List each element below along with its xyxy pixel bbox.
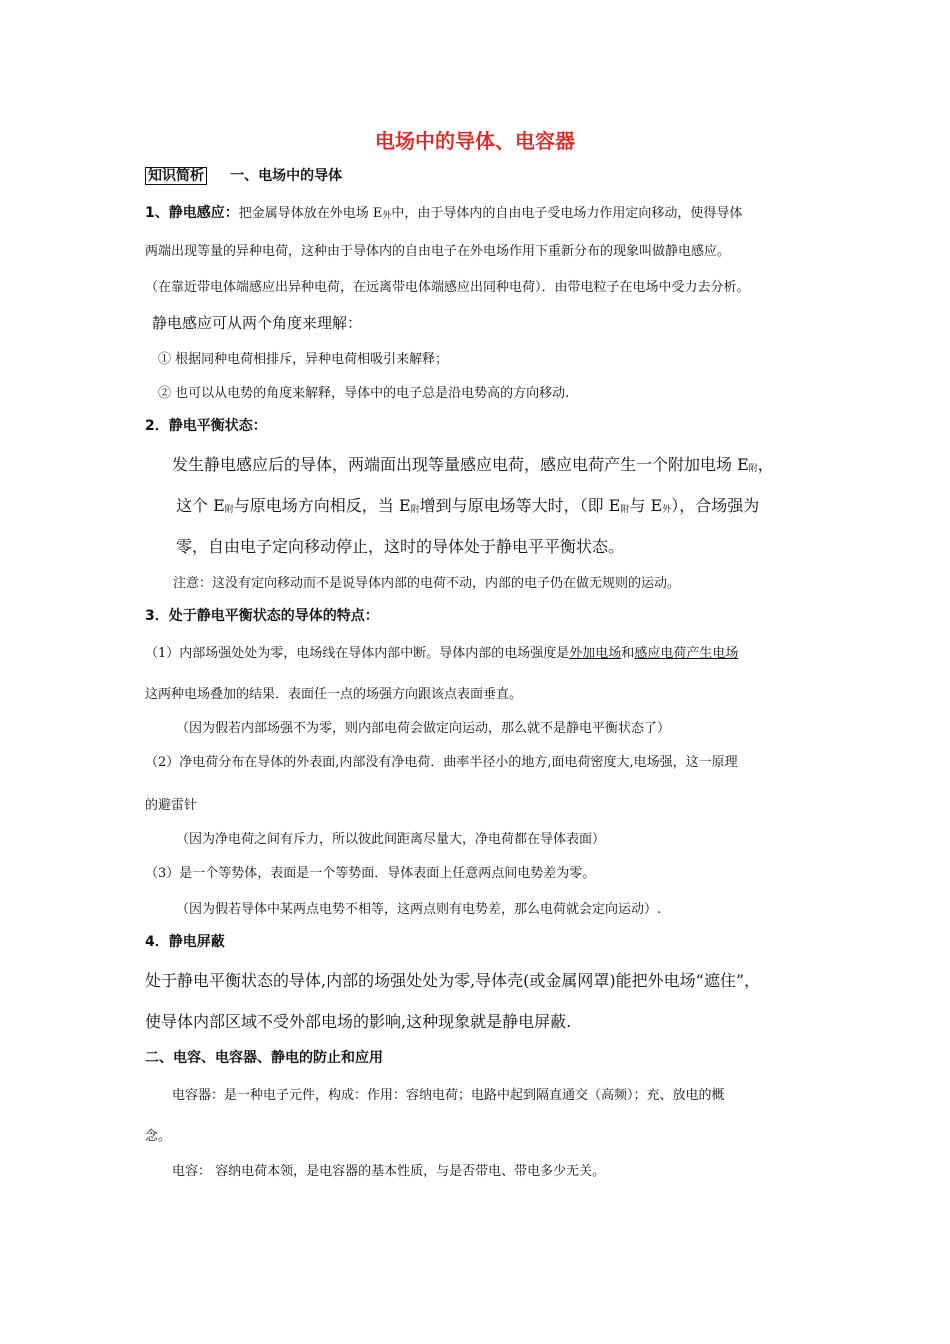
s3-p1-underline-1: 外加电场 <box>569 646 622 661</box>
s2-note: 注意：这没有定向移动而不是说导体内部的电荷不动，内部的电子仍在做无规则的运动。 <box>173 576 681 591</box>
s2-l2-sub1: 附 <box>224 505 234 515</box>
s3-p1-line-1 <box>145 642 738 661</box>
s5-line-3: 电容： 容纳电荷本领，是电容器的基本性质，与是否带电、带电多少无关。 <box>172 1164 606 1179</box>
s3-heading: 3．处于静电平衡状态的导体的特点： <box>145 608 379 624</box>
s3-p1-a: （1）内部场强处处为零，电场线在导体内部中断。导体内部的电场强度是 <box>145 646 570 661</box>
s3-p3-note: （因为假若导体中某两点电势不相等，这两点则有电势差，那么电荷就会定向运动）. <box>176 902 662 917</box>
knowledge-box-label: 知识简析 <box>145 167 207 185</box>
s1-line-4: 静电感应可从两个角度来理解： <box>152 314 363 332</box>
page-title: 电场中的导体、电容器 <box>375 129 575 153</box>
s3-p1-line-2: 这两种电场叠加的结果．表面任一点的场强方向跟该点表面垂直。 <box>145 687 523 702</box>
s4-line-1: 处于静电平衡状态的导体,内部的场强处处为零,导体壳(或金属网罩)能把外电场“遮住”， <box>145 971 761 990</box>
s4-line-2: 使导体内部区域不受外部电场的影响,这种现象就是静电屏蔽. <box>145 1012 572 1031</box>
s1-text-a: 把金属导体放在外电场 E <box>238 206 383 221</box>
s3-p3: （3）是一个等势体，表面是一个等势面．导体表面上任意两点间电势差为零。 <box>145 866 596 881</box>
s2-l1-end: ， <box>757 455 774 474</box>
s2-line-2 <box>176 493 759 516</box>
section-heading-conductor: 一、电场中的导体 <box>230 168 343 184</box>
s2-l1-text: 发生静电感应后的导体，两端面出现等量感应电荷，感应电荷产生一个附加电场 E <box>172 455 749 474</box>
s3-p2-line-2: 的避雷针 <box>145 798 198 813</box>
s2-l2-sub4: 外 <box>662 505 672 515</box>
s1-line-6: ② 也可以从电势的角度来解释，导体中的电子总是沿电势高的方向移动. <box>158 386 570 401</box>
s2-l2-c: 增到与原电场等大时，（即 E <box>419 496 621 515</box>
s1-line-1 <box>145 202 742 222</box>
s1-sub: 外 <box>382 211 392 221</box>
s3-p2-note: （因为净电荷之间有斥力，所以彼此间距离尽量大，净电荷都在导体表面） <box>176 832 606 847</box>
s2-heading: 2．静电平衡状态： <box>145 418 267 434</box>
s2-l2-a: 这个 E <box>176 496 225 515</box>
s5-line-2: 念。 <box>145 1129 172 1144</box>
s2-l2-d: 与 E <box>629 496 663 515</box>
s3-p1-underline-2: 感应电荷产生电场 <box>634 646 739 661</box>
s2-l1-sub: 附 <box>748 464 758 474</box>
s2-line-1 <box>172 452 774 475</box>
s5-line-1: 电容器：是一种电子元件，构成：作用：容纳电荷；电路中起到隔直通交（高频）；充、放电的概 <box>172 1088 725 1103</box>
s1-text-b: 中，由于导体内的自由电子受电场力作用定向移动，使得导体 <box>391 206 743 221</box>
s2-l2-sub3: 附 <box>620 505 630 515</box>
s3-p1-note: （因为假若内部场强不为零，则内部电荷会做定向运动，那么就不是静电平衡状态了） <box>176 721 671 736</box>
s2-l2-e: ），合场强为 <box>671 496 760 515</box>
s2-l2-sub2: 附 <box>410 505 420 515</box>
s1-line-2: 两端出现等量的异种电荷，这种由于导体内的自由电子在外电场作用下重新分布的现象叫做静电感应。 <box>145 244 731 259</box>
s3-p1-b: 和 <box>621 646 635 661</box>
s1-line-5: ① 根据同种电荷相排斥，异种电荷相吸引来解释； <box>158 352 449 367</box>
intro-row <box>145 165 342 185</box>
s5-heading: 二、电容、电容器、静电的防止和应用 <box>145 1050 383 1066</box>
s2-line-3: 零，自由电子定向移动停止，这时的导体处于静电平平衡状态。 <box>176 537 625 556</box>
s1-heading: 1、静电感应： <box>145 205 239 221</box>
s3-p2-line-1: （2）净电荷分布在导体的外表面,内部没有净电荷．曲率半径小的地方,面电荷密度大,电场强，这一原理 <box>145 755 738 770</box>
s1-line-3: （在靠近带电体端感应出异种电荷，在远离带电体端感应出同种电荷）．由带电粒子在电场中受力去分析。 <box>145 280 750 295</box>
s4-heading: 4．静电屏蔽 <box>145 934 225 950</box>
s2-l2-b: 与原电场方向相反，当 E <box>233 496 411 515</box>
